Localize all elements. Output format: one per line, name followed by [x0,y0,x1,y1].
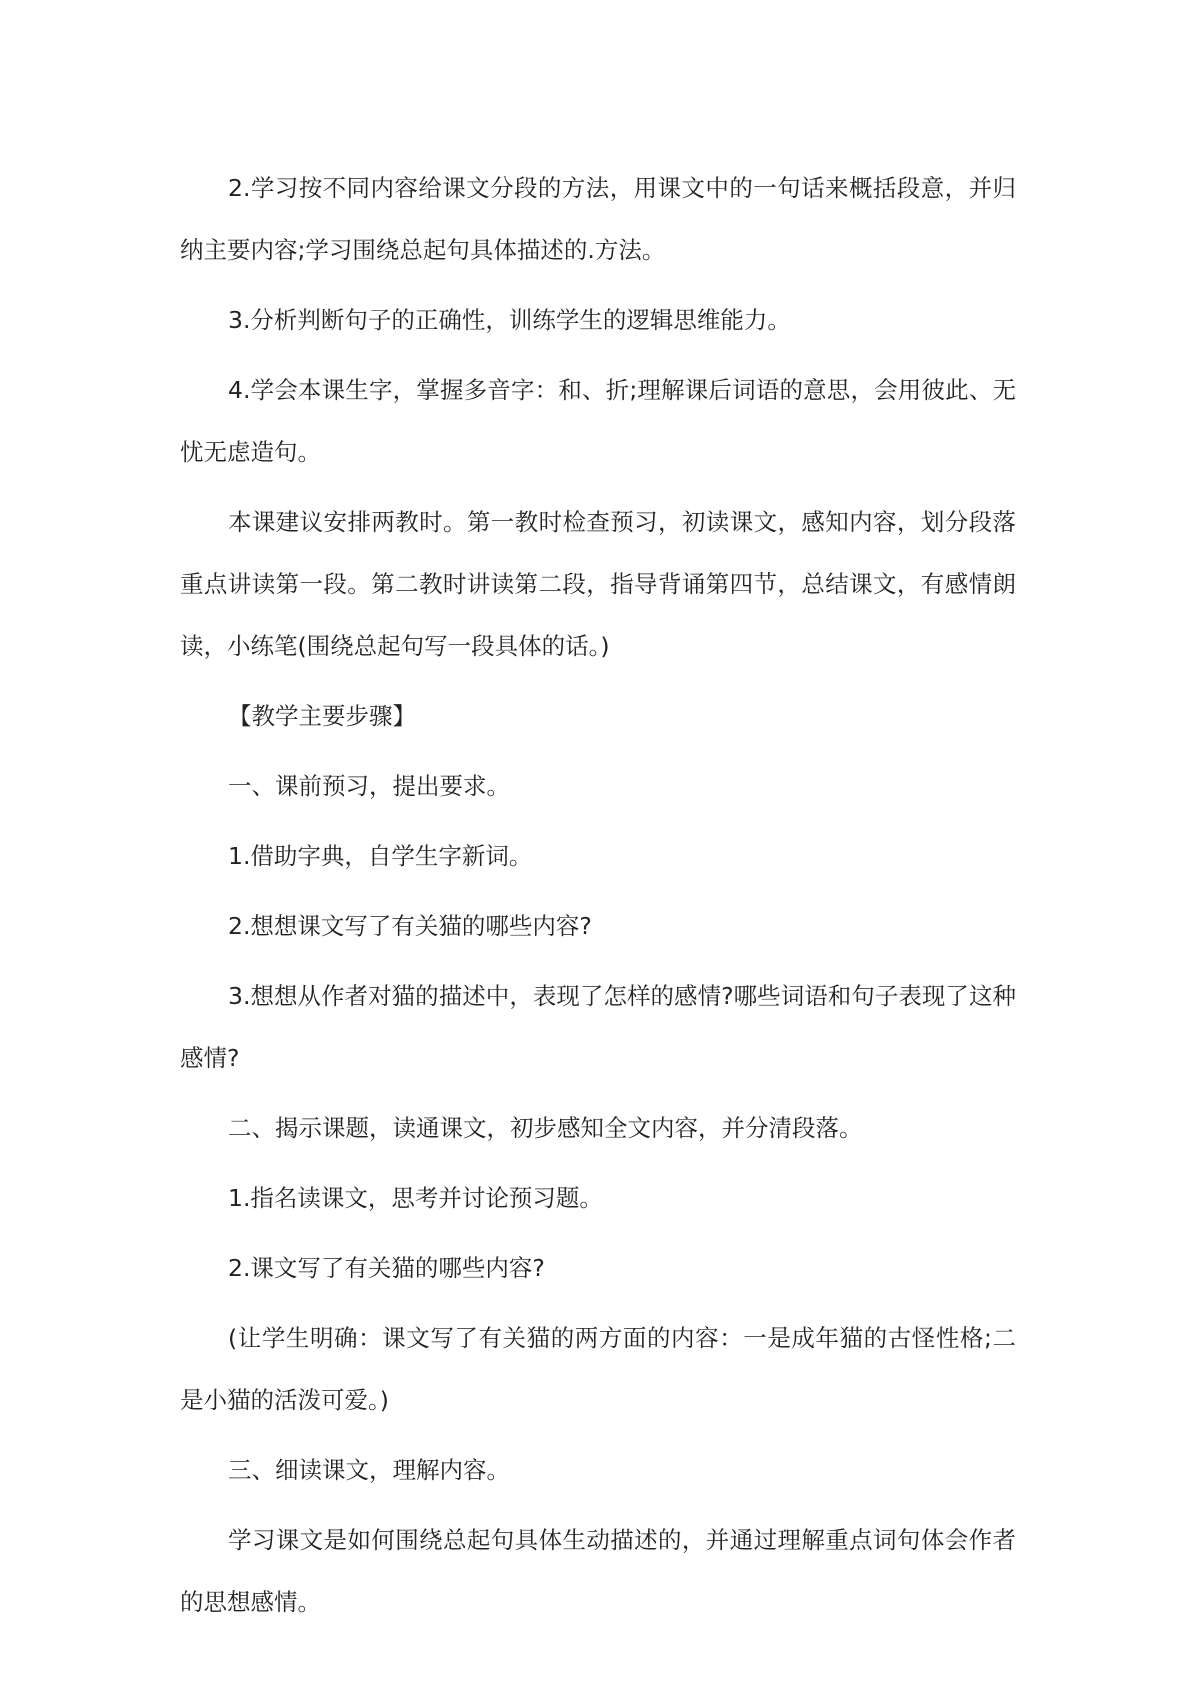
step-heading-2: 二、揭示课题，读通课文，初步感知全文内容，并分清段落。 [228,1114,863,1142]
step-1-item-2: 2.想想课文写了有关猫的哪些内容? [228,912,592,940]
step-3-text: 学习课文是如何围绕总起句具体生动描述的，并通过理解重点词句体会作者的思想感情。 [180,1526,1016,1616]
step-2-note: (让学生明确：课文写了有关猫的两方面的内容：一是成年猫的古怪性格;二是小猫的活泼可爱。) [180,1324,1016,1414]
document-body [180,157,1016,1641]
paragraph-schedule: 本课建议安排两教时。第一教时检查预习，初读课文，感知内容，划分段落重点讲读第一段。第二教时讲读第二段，指导背诵第四节，总结课文，有感情朗读，小练笔(围绕总起句写一段具体的话。) [180,508,1016,660]
paragraph-objective-2: 2.学习按不同内容给课文分段的方法，用课文中的一句话来概括段意，并归纳主要内容;学习围绕总起句具体描述的.方法。 [180,174,1016,264]
step-1-item-3: 3.想想从作者对猫的描述中，表现了怎样的感情?哪些词语和句子表现了这种感情? [180,982,1016,1072]
paragraph-objective-4: 4.学会本课生字，掌握多音字：和、折;理解课后词语的意思，会用彼此、无忧无虑造句。 [180,376,1016,466]
step-heading-3: 三、细读课文，理解内容。 [228,1456,510,1484]
step-2-item-2: 2.课文写了有关猫的哪些内容? [228,1254,545,1282]
step-2-item-1: 1.指名读课文，思考并讨论预习题。 [228,1184,603,1212]
section-heading-steps: 【教学主要步骤】 [228,702,416,730]
step-1-item-1: 1.借助字典，自学生字新词。 [228,842,533,870]
paragraph-objective-3: 3.分析判断句子的正确性，训练学生的逻辑思维能力。 [228,306,791,334]
step-heading-1: 一、课前预习，提出要求。 [228,772,510,800]
